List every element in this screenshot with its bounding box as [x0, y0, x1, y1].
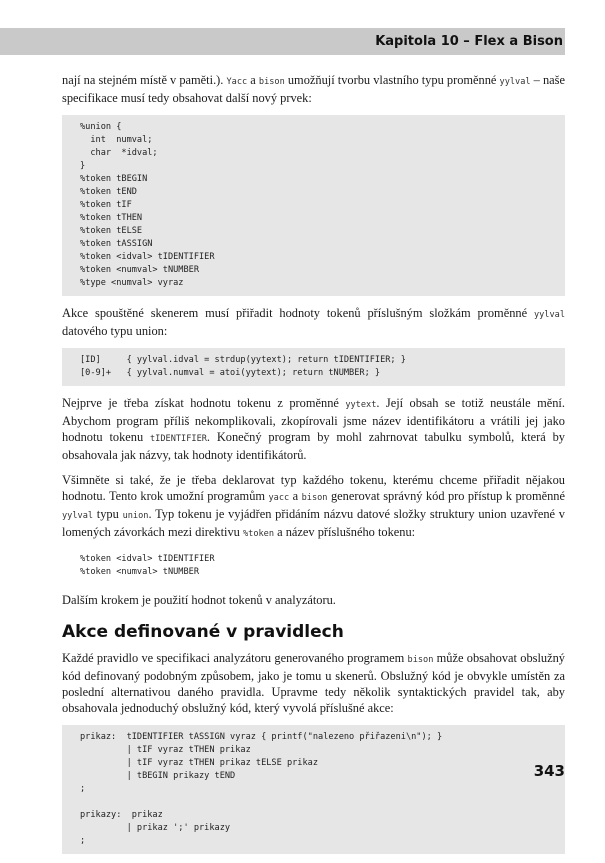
text: Všimněte si také, že je třeba deklarovat typ každého tokenu, kterému chceme přiřadit nějakou hodnotu. Tento krok umožní programům: [62, 473, 565, 503]
code-line: %type <numval> vyraz: [80, 278, 184, 288]
code-line: %token <idval> tIDENTIFIER: [80, 554, 215, 564]
text: . Konečný program by mohl zahrnovat tabulku symbolů, která by obsahovala jak názvy, tak hodnoty identifikátorů.: [62, 430, 565, 462]
page-content: [62, 72, 565, 863]
code-line: ;: [80, 836, 86, 846]
text: a název příslušného tokenu:: [274, 525, 416, 539]
section-heading: Akce definované v pravidlech: [62, 622, 344, 642]
text: Dalším krokem je použití hodnot tokenů v analyzátoru.: [62, 593, 336, 607]
page-number: 343: [533, 762, 565, 780]
code-line: %token tTHEN: [80, 213, 143, 223]
text: generovat správný kód pro přístup k proměnné: [327, 489, 565, 503]
paragraph-rule-actions: [62, 650, 565, 716]
paragraph-scanner-actions: [62, 305, 565, 339]
paragraph-intro: [62, 72, 565, 106]
inline-code: bison: [301, 493, 328, 503]
text: datového typu union:: [62, 324, 168, 338]
code-block-scanner-rules: [62, 348, 565, 386]
inline-code: Yacc: [226, 77, 248, 87]
code-block-token-declarations: [62, 551, 565, 581]
text: Akce spouštěné skenerem musí přiřadit hodnoty tokenů příslušným složkám proměnné: [62, 306, 534, 320]
chapter-title: Kapitola 10 – Flex a Bison: [375, 34, 563, 49]
text: – naše specifikace musí tedy obsahovat další nový prvek:: [62, 73, 565, 105]
code-line: | tBEGIN prikazy tEND: [80, 771, 236, 781]
code-line: %token tELSE: [80, 226, 143, 236]
inline-code: yytext: [345, 400, 377, 410]
code-line: %token <numval> tNUMBER: [80, 567, 199, 577]
inline-code: %token: [242, 529, 275, 539]
text: typu: [93, 507, 123, 521]
code-block-grammar-rules: [62, 725, 565, 854]
code-line: char *idval;: [80, 148, 158, 158]
code-line: prikazy: prikaz: [80, 810, 163, 820]
text: Každé pravidlo ve specifikaci analyzátoru generovaného programem: [62, 651, 408, 665]
inline-code: yacc: [268, 493, 290, 503]
text: . Její obsah se totiž neustále mění. Abychom program příliš nekomplikovali, zkopírovali jsme název identifikátoru a vrátili jej jako hodnotu tokenu: [62, 396, 565, 444]
code-line: int numval;: [80, 135, 153, 145]
code-line: | tIF vyraz tTHEN prikaz: [80, 745, 251, 755]
text: . Typ tokenu je vyjádřen přidáním názvu datové složky struktury union uzavřené v lomených závorkách mezi direktivu: [62, 507, 565, 539]
paragraph-token-value: [62, 395, 565, 463]
code-line: prikaz: tIDENTIFIER tASSIGN vyraz { printf("nalezeno přiřazeni\n"); }: [80, 732, 443, 742]
code-block-union: [62, 115, 565, 296]
text: může obsahovat obslužný kód definovaný podobným způsobem, jako je tomu u skenerů. Obslužný kód je obvykle umístěn za poslední alternativou daného pravidla. Upravme tedy několik syntaktických pravidel tak, aby obsahovala jednoduchý obslužný kód, který vyvolá příslušné akce:: [62, 651, 566, 715]
text: Nejprve je třeba získat hodnotu tokenu z proměnné: [62, 396, 346, 410]
text: a: [289, 489, 302, 503]
code-line: ;: [80, 784, 86, 794]
inline-code: yylval: [62, 511, 94, 521]
code-line: %token tASSIGN: [80, 239, 153, 249]
inline-code: bison: [407, 655, 434, 665]
inline-code: union: [122, 511, 149, 521]
code-line: | prikaz ';' prikazy: [80, 823, 231, 833]
paragraph-token-types: [62, 472, 565, 542]
code-line: | tIF vyraz tTHEN prikaz tELSE prikaz: [80, 758, 318, 768]
code-line: %union {: [80, 122, 122, 132]
inline-code: bison: [258, 77, 285, 87]
text: nají na stejném místě v paměti.).: [62, 73, 227, 87]
code-line: %token tBEGIN: [80, 174, 148, 184]
code-line: %token <numval> tNUMBER: [80, 265, 199, 275]
code-line: [80, 796, 565, 809]
code-line: }: [80, 161, 86, 171]
code-line: %token <idval> tIDENTIFIER: [80, 252, 215, 262]
text: a: [247, 73, 259, 87]
code-line: %token tIF: [80, 200, 132, 210]
code-line: [0-9]+ { yylval.numval = atoi(yytext); return tNUMBER; }: [80, 368, 381, 378]
paragraph-next-step: [62, 592, 565, 608]
code-line: [ID] { yylval.idval = strdup(yytext); return tIDENTIFIER; }: [80, 355, 406, 365]
inline-code: yylval: [533, 310, 565, 320]
text: umožňují tvorbu vlastního typu proměnné: [284, 73, 500, 87]
inline-code: tIDENTIFIER: [150, 434, 207, 444]
code-line: %token tEND: [80, 187, 137, 197]
inline-code: yylval: [499, 77, 531, 87]
